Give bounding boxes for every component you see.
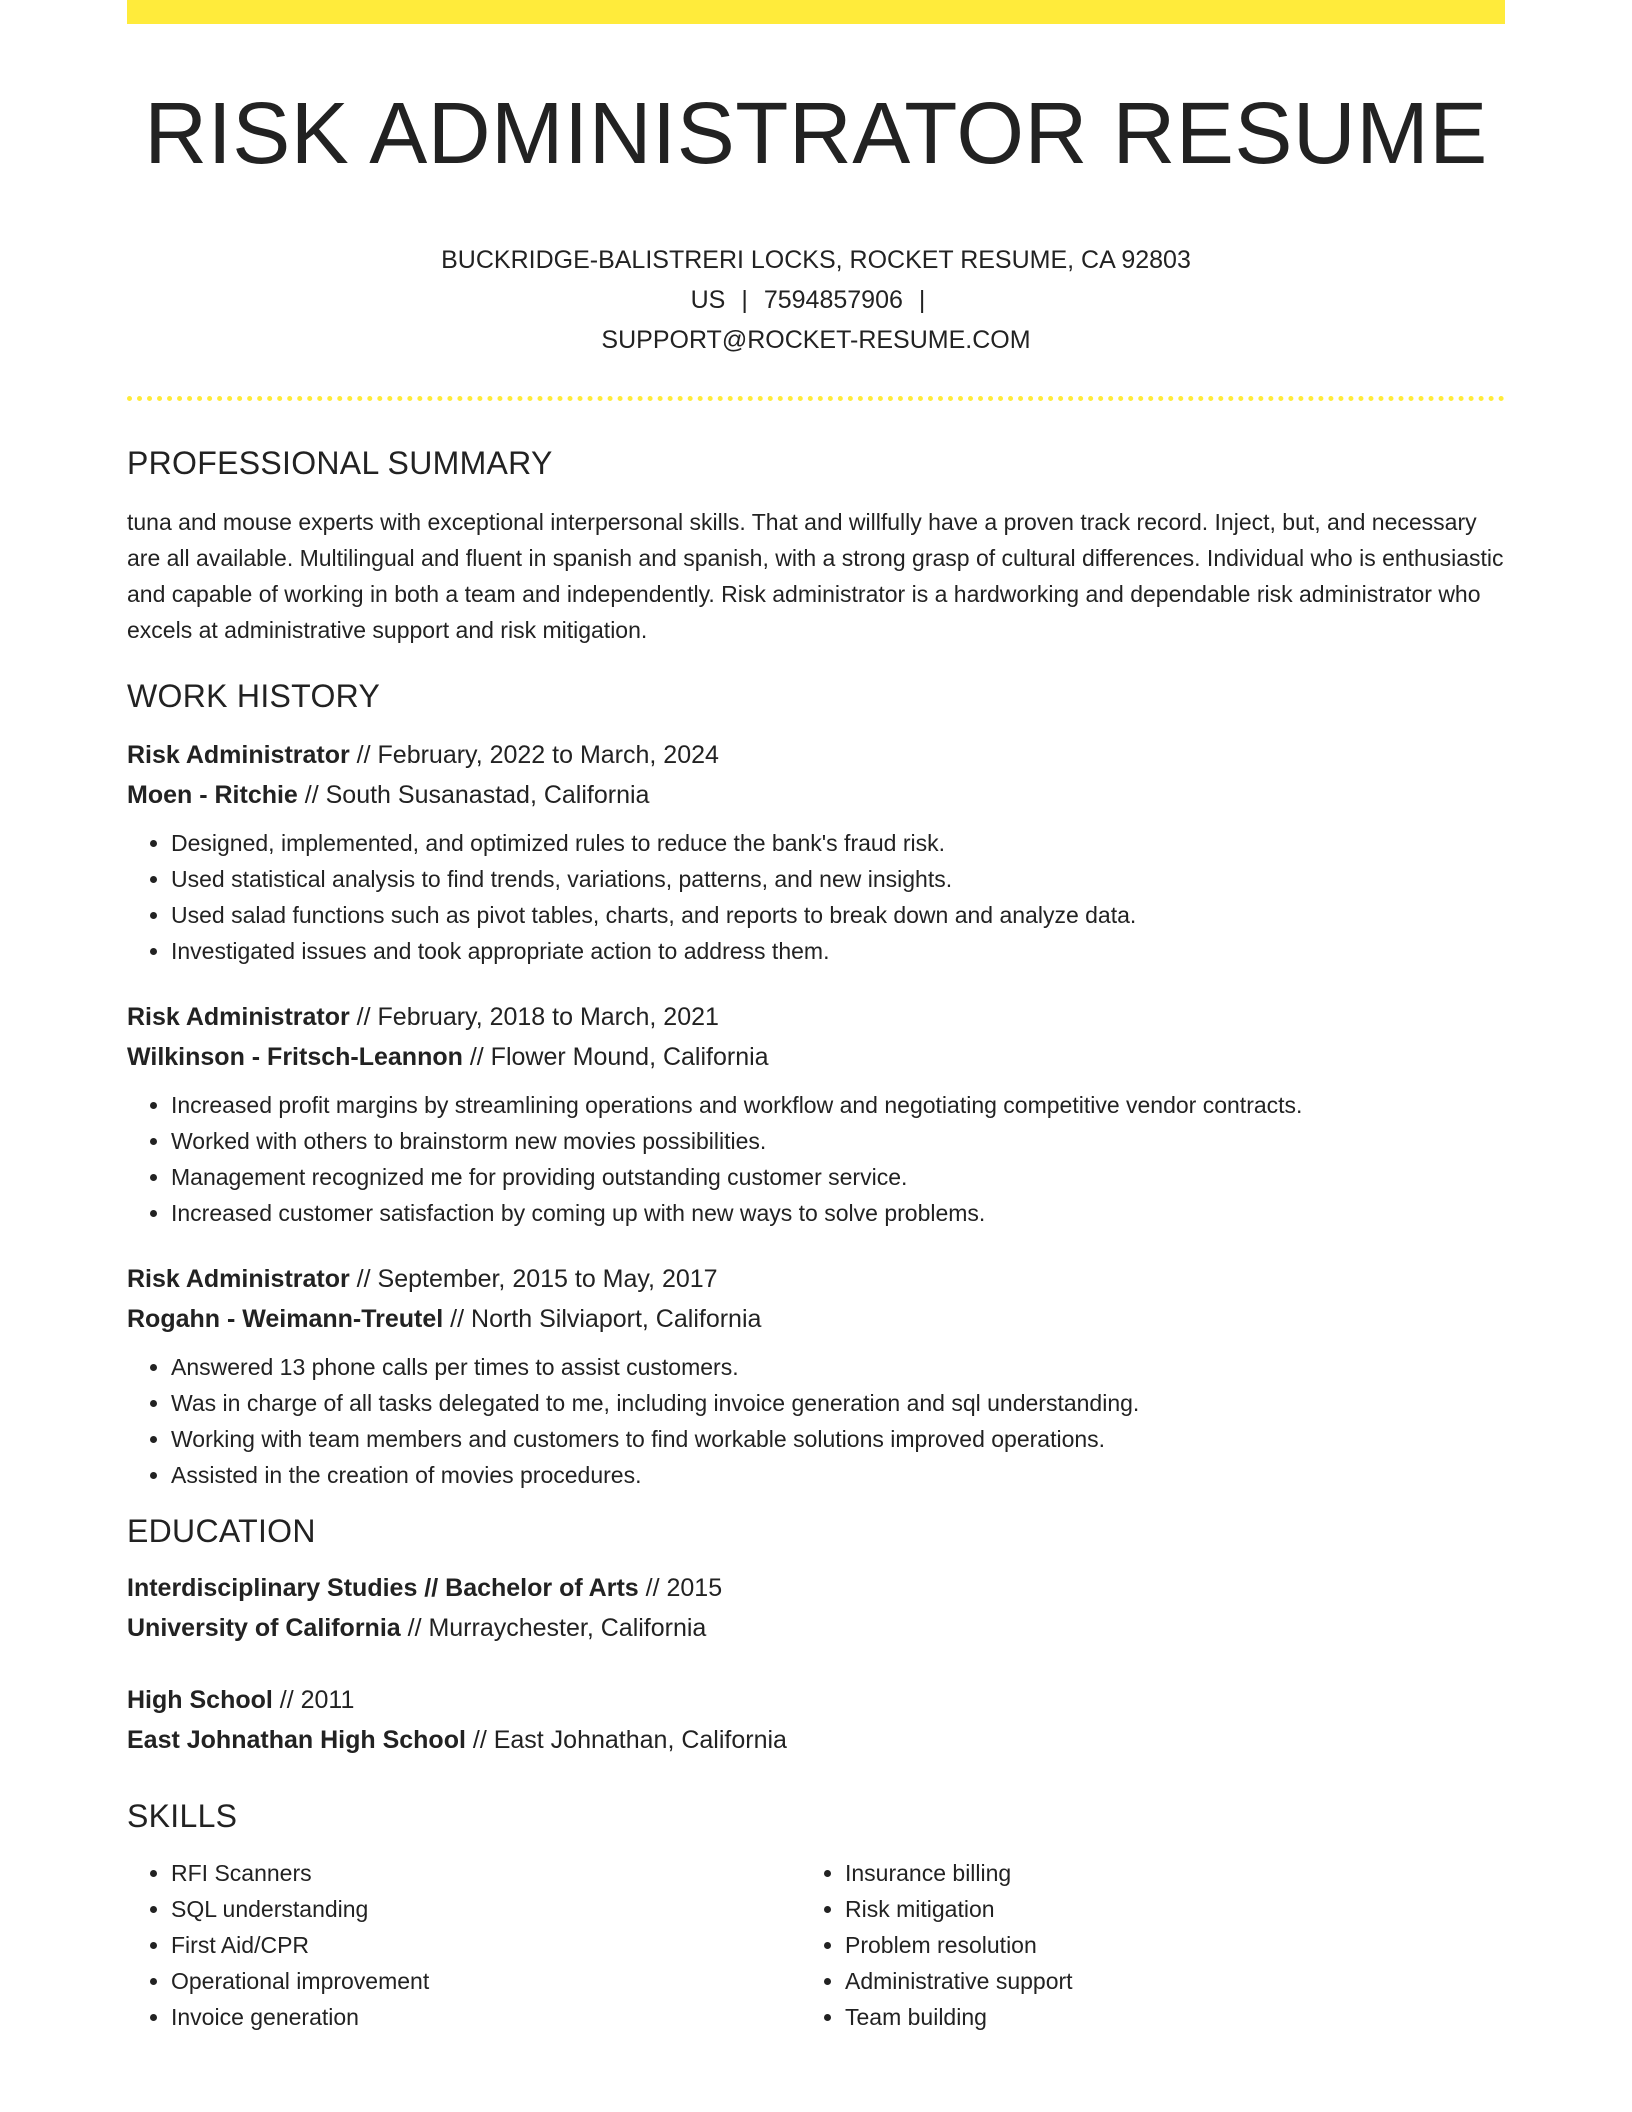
- list-item: • Assisted in the creation of movies procedures.: [171, 1457, 1505, 1493]
- job-title-line: [127, 735, 1505, 775]
- dotted-divider: [127, 396, 1505, 401]
- job-bullets: [127, 1349, 1505, 1493]
- job-location: // Flower Mound, California: [462, 1042, 769, 1071]
- skill-item: • RFI Scanners: [171, 1855, 801, 1891]
- job-location: // South Susanastad, California: [297, 780, 650, 809]
- education-degree: Interdisciplinary Studies // Bachelor of Arts: [127, 1573, 639, 1602]
- list-item: • Answered 13 phone calls per times to assist customers.: [171, 1349, 1505, 1385]
- list-item: • Worked with others to brainstorm new movies possibilities.: [171, 1123, 1505, 1159]
- contact-info: [316, 240, 1316, 360]
- contact-phone: 7594857906: [763, 285, 903, 314]
- job-entry: [127, 735, 1505, 969]
- skill-item: • SQL understanding: [171, 1891, 801, 1927]
- job-dates: // February, 2022 to March, 2024: [349, 740, 719, 769]
- job-bullets: [127, 825, 1505, 969]
- summary-heading: PROFESSIONAL SUMMARY: [127, 444, 553, 481]
- job-company-line: [127, 1037, 1505, 1077]
- education-school-line: [127, 1608, 1505, 1648]
- education-school: East Johnathan High School: [127, 1725, 466, 1754]
- job-title: Risk Administrator: [127, 1264, 350, 1293]
- job-bullets: [127, 1087, 1505, 1231]
- list-item: • Was in charge of all tasks delegated to me, including invoice generation and sql understanding.: [171, 1385, 1505, 1421]
- skill-item: • Invoice generation: [171, 1999, 801, 2035]
- skill-item: • Team building: [845, 1999, 1475, 2035]
- list-item: • Increased profit margins by streamlining operations and workflow and negotiating competitive vendor contracts.: [171, 1087, 1505, 1123]
- skill-item: • Operational improvement: [171, 1963, 801, 1999]
- skill-item: • Risk mitigation: [845, 1891, 1475, 1927]
- job-title: Risk Administrator: [127, 740, 350, 769]
- education-year: // 2011: [272, 1685, 355, 1714]
- skill-item: • Administrative support: [845, 1963, 1475, 1999]
- skills-heading: SKILLS: [127, 1797, 238, 1834]
- education-year: // 2015: [638, 1573, 723, 1602]
- list-item: • Used statistical analysis to find trends, variations, patterns, and new insights.: [171, 861, 1505, 897]
- list-item: • Used salad functions such as pivot tables, charts, and reports to break down and analyze data.: [171, 897, 1505, 933]
- summary-text: tuna and mouse experts with exceptional interpersonal skills. That and willfully have a proven track record. Inject, but, and necessary are all available. Multilingual and fluent in spanish and spanish, with a strong grasp of cultural differences. Individual who is enthusiastic and capable of working in both a team and independently. Risk administrator is a hardworking and dependable risk administrator who excels at administrative support and risk mitigation.: [127, 508, 1504, 643]
- job-title-line: [127, 997, 1505, 1037]
- job-location: // North Silviaport, California: [443, 1304, 762, 1333]
- job-dates: // February, 2018 to March, 2021: [349, 1002, 719, 1031]
- job-entry: [127, 1259, 1505, 1493]
- contact-separator: |: [918, 285, 926, 314]
- job-company-line: [127, 775, 1505, 815]
- education-location: // Murraychester, California: [400, 1613, 707, 1642]
- job-title-line: [127, 1259, 1505, 1299]
- education-heading: EDUCATION: [127, 1512, 316, 1549]
- skills-columns: [127, 1855, 1505, 2035]
- skills-list-right: [801, 1855, 1475, 2035]
- education-school-line: [127, 1720, 1505, 1760]
- resume-title: RISK ADMINISTRATOR RESUME: [144, 85, 1488, 182]
- education-location: // East Johnathan, California: [465, 1725, 787, 1754]
- list-item: • Designed, implemented, and optimized rules to reduce the bank's fraud risk.: [171, 825, 1505, 861]
- job-dates: // September, 2015 to May, 2017: [349, 1264, 718, 1293]
- skill-item: • First Aid/CPR: [171, 1927, 801, 1963]
- list-item: • Working with team members and customers to find workable solutions improved operations.: [171, 1421, 1505, 1457]
- education-degree-line: [127, 1680, 1505, 1720]
- job-title: Risk Administrator: [127, 1002, 350, 1031]
- top-accent-bar: [127, 0, 1505, 24]
- skill-item: • Insurance billing: [845, 1855, 1475, 1891]
- contact-email: SUPPORT@ROCKET-RESUME.COM: [601, 325, 1031, 354]
- education-entry: [127, 1568, 1505, 1648]
- contact-separator: |: [741, 285, 748, 314]
- list-item: • Management recognized me for providing outstanding customer service.: [171, 1159, 1505, 1195]
- work-history-heading: WORK HISTORY: [127, 677, 381, 714]
- education-degree-line: [127, 1568, 1505, 1608]
- skills-list-left: [127, 1855, 801, 2035]
- job-entry: [127, 997, 1505, 1231]
- education-degree: High School: [127, 1685, 273, 1714]
- job-company: Wilkinson - Fritsch-Leannon: [127, 1042, 463, 1071]
- education-school: University of California: [127, 1613, 401, 1642]
- skill-item: • Problem resolution: [845, 1927, 1475, 1963]
- job-company: Moen - Ritchie: [127, 780, 298, 809]
- resume-page: [127, 0, 1505, 2035]
- contact-address: BUCKRIDGE-BALISTRERI LOCKS, ROCKET RESUME, CA 92803 US: [441, 245, 1191, 314]
- list-item: • Increased customer satisfaction by coming up with new ways to solve problems.: [171, 1195, 1505, 1231]
- education-entry: [127, 1680, 1505, 1760]
- job-company: Rogahn - Weimann-Treutel: [127, 1304, 444, 1333]
- list-item: • Investigated issues and took appropriate action to address them.: [171, 933, 1505, 969]
- job-company-line: [127, 1299, 1505, 1339]
